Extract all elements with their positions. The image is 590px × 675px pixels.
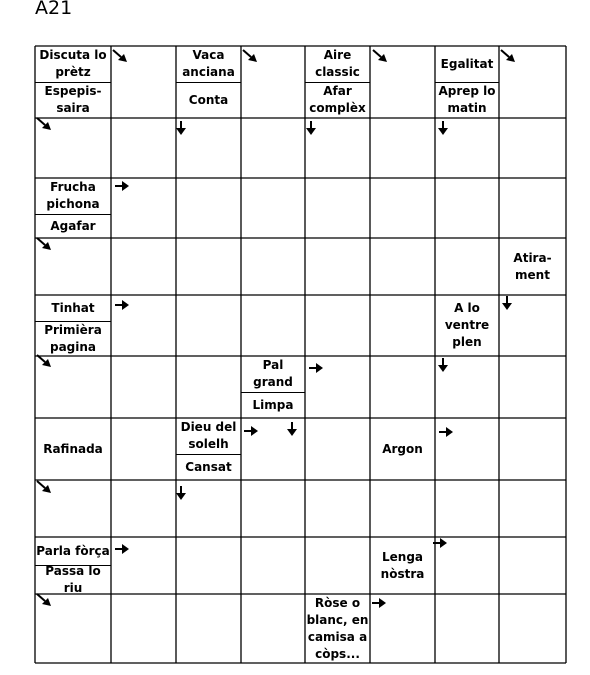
answer-cell[interactable] xyxy=(176,356,241,418)
clue-text: Rafinada xyxy=(43,441,103,456)
answer-cell[interactable] xyxy=(305,480,370,537)
clue-separator xyxy=(35,565,111,566)
answer-cell[interactable] xyxy=(435,178,499,238)
answer-cell[interactable] xyxy=(435,537,499,594)
answer-cell[interactable] xyxy=(111,356,176,418)
answer-cell[interactable] xyxy=(241,295,305,356)
answer-cell[interactable] xyxy=(176,480,241,537)
answer-cell[interactable] xyxy=(176,178,241,238)
clue-text: Conta xyxy=(188,92,229,107)
answer-cell[interactable] xyxy=(370,238,435,295)
answer-cell[interactable] xyxy=(35,594,111,663)
answer-cell[interactable] xyxy=(111,418,176,480)
puzzle-title: A21 xyxy=(35,0,73,19)
answer-cell[interactable] xyxy=(499,295,566,356)
clue-separator xyxy=(35,321,111,322)
answer-cell[interactable] xyxy=(111,238,176,295)
clue-text: Lenga nòstra xyxy=(380,549,425,581)
clue-text: Discuta lo prètz xyxy=(39,48,107,79)
answer-cell[interactable] xyxy=(305,238,370,295)
answer-cell[interactable] xyxy=(435,356,499,418)
clue-cell xyxy=(370,418,435,480)
answer-cell[interactable] xyxy=(241,537,305,594)
clue-separator xyxy=(305,82,370,83)
answer-cell[interactable] xyxy=(176,594,241,663)
answer-cell[interactable] xyxy=(241,480,305,537)
clue-cell xyxy=(35,178,111,238)
clue-text: Ròse o blanc, en camisa a còps... xyxy=(306,595,369,661)
answer-cell[interactable] xyxy=(305,118,370,178)
clue-cell xyxy=(305,46,370,118)
answer-cell[interactable] xyxy=(305,178,370,238)
clue-text: Egalitat xyxy=(440,56,494,71)
clue-separator xyxy=(35,82,111,83)
answer-cell[interactable] xyxy=(111,178,176,238)
clue-text: Aprep lo matin xyxy=(438,84,496,115)
answer-cell[interactable] xyxy=(499,118,566,178)
clue-text: Cansat xyxy=(185,459,232,474)
clue-cell xyxy=(241,356,305,418)
answer-cell[interactable] xyxy=(305,295,370,356)
answer-cell[interactable] xyxy=(499,356,566,418)
clue-cell xyxy=(435,46,499,118)
answer-cell[interactable] xyxy=(176,238,241,295)
clue-text: Atira-ment xyxy=(513,250,552,282)
answer-cell[interactable] xyxy=(370,178,435,238)
answer-cell[interactable] xyxy=(370,46,435,118)
clue-cell xyxy=(499,238,566,295)
answer-cell[interactable] xyxy=(499,178,566,238)
clue-text: Agafar xyxy=(50,218,96,233)
answer-cell[interactable] xyxy=(111,537,176,594)
answer-cell[interactable] xyxy=(111,46,176,118)
clue-cell xyxy=(176,418,241,480)
answer-cell[interactable] xyxy=(111,295,176,356)
clue-text: Limpa xyxy=(252,397,294,412)
answer-cell[interactable] xyxy=(35,118,111,178)
answer-cell[interactable] xyxy=(241,418,305,480)
answer-cell[interactable] xyxy=(35,356,111,418)
answer-cell[interactable] xyxy=(111,594,176,663)
clue-separator xyxy=(241,392,305,393)
answer-cell[interactable] xyxy=(435,594,499,663)
answer-cell[interactable] xyxy=(176,537,241,594)
answer-cell[interactable] xyxy=(370,594,435,663)
clue-text: Aire classic xyxy=(315,48,360,79)
answer-cell[interactable] xyxy=(499,594,566,663)
answer-cell[interactable] xyxy=(370,118,435,178)
answer-cell[interactable] xyxy=(241,594,305,663)
answer-cell[interactable] xyxy=(370,480,435,537)
answer-cell[interactable] xyxy=(305,537,370,594)
clue-text: Primièra pagina xyxy=(44,322,102,354)
answer-cell[interactable] xyxy=(176,295,241,356)
answer-cell[interactable] xyxy=(435,480,499,537)
answer-cell[interactable] xyxy=(35,238,111,295)
clue-text: Argon xyxy=(382,441,423,456)
answer-cell[interactable] xyxy=(499,418,566,480)
clue-cell xyxy=(35,46,111,118)
clue-separator xyxy=(35,214,111,215)
clue-cell xyxy=(35,418,111,480)
answer-cell[interactable] xyxy=(176,118,241,178)
answer-cell[interactable] xyxy=(435,238,499,295)
clue-text: Dieu del solelh xyxy=(180,420,237,451)
answer-cell[interactable] xyxy=(370,356,435,418)
clue-cell xyxy=(435,295,499,356)
answer-cell[interactable] xyxy=(499,480,566,537)
answer-cell[interactable] xyxy=(435,118,499,178)
answer-cell[interactable] xyxy=(370,295,435,356)
answer-cell[interactable] xyxy=(241,178,305,238)
clue-text: A lo ventre plen xyxy=(444,301,490,349)
answer-cell[interactable] xyxy=(305,356,370,418)
clue-text: Espepis-saira xyxy=(44,84,102,115)
answer-cell[interactable] xyxy=(435,418,499,480)
answer-cell[interactable] xyxy=(499,537,566,594)
answer-cell[interactable] xyxy=(305,418,370,480)
clue-separator xyxy=(435,82,499,83)
answer-cell[interactable] xyxy=(111,480,176,537)
clue-text: Passa lo riu xyxy=(45,563,101,595)
clue-separator xyxy=(176,82,241,83)
clue-text: Afar complèx xyxy=(309,84,366,115)
clue-text: Pal grand xyxy=(253,358,293,389)
clue-text: Parla fòrça xyxy=(36,543,110,558)
clue-separator xyxy=(176,454,241,455)
answer-cell[interactable] xyxy=(499,46,566,118)
clue-text: Frucha pichona xyxy=(46,180,100,211)
clue-cell xyxy=(35,537,111,594)
clue-cell xyxy=(305,594,370,663)
answer-cell[interactable] xyxy=(241,46,305,118)
clue-cell xyxy=(370,537,435,594)
clue-cell xyxy=(35,295,111,356)
clue-cell xyxy=(176,46,241,118)
answer-cell[interactable] xyxy=(241,118,305,178)
answer-cell[interactable] xyxy=(111,118,176,178)
answer-cell[interactable] xyxy=(35,480,111,537)
clue-text: Vaca anciana xyxy=(182,48,235,79)
clue-text: Tinhat xyxy=(51,300,95,315)
answer-cell[interactable] xyxy=(241,238,305,295)
